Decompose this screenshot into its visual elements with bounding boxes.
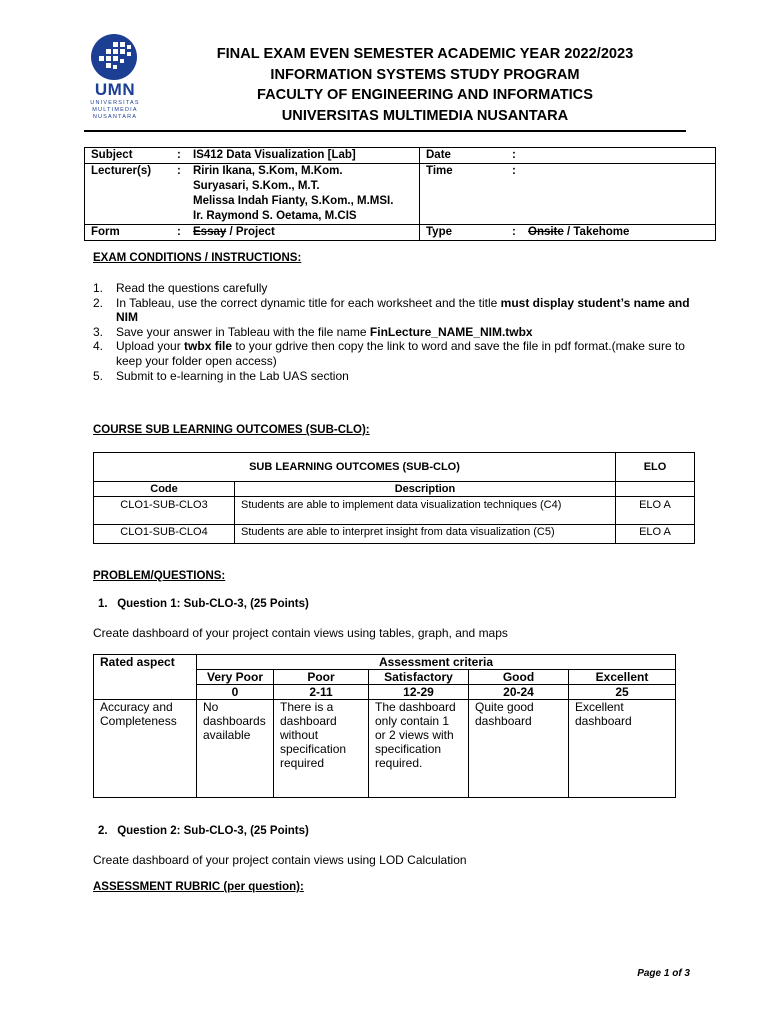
question-title: Question 2: Sub-CLO-3, (25 Points) (117, 825, 309, 837)
rated-aspect-value: Accuracy and Completeness (94, 700, 197, 798)
clo-elo: ELO A (616, 497, 695, 525)
colon: : (177, 226, 181, 238)
level-range: 12-29 (369, 685, 469, 700)
type-struck-option: Onsite (528, 226, 564, 238)
instruction-number: 2. (93, 295, 104, 310)
colon: : (512, 226, 516, 238)
criteria-description: There is a dashboard without specification required (274, 700, 369, 798)
clo-code: CLO1-SUB-CLO4 (94, 525, 235, 544)
criteria-description: Excellent dashboard (569, 700, 676, 798)
instruction-item (93, 281, 693, 296)
subject-cell (85, 148, 420, 164)
instruction-item (93, 369, 693, 384)
form-label: Form (91, 226, 120, 238)
question-1-title (98, 598, 309, 610)
question-number: 2. (98, 825, 108, 837)
clo-description: Students are able to implement data visualization techniques (C4) (235, 497, 616, 525)
lecturer-name: Melissa Indah Fianty, S.Kom., M.MSI. (193, 195, 394, 207)
level-range: 20-24 (469, 685, 569, 700)
subject-label: Subject (91, 149, 133, 161)
criteria-description: No dashboards available (197, 700, 274, 798)
type-cell (420, 225, 716, 241)
logo-sub-line: MULTIMEDIA (92, 107, 138, 113)
header-divider (84, 130, 686, 132)
lecturers-cell (85, 164, 420, 225)
criteria-header: Assessment criteria (197, 655, 676, 670)
date-label: Date (426, 149, 451, 161)
instruction-number: 4. (93, 339, 104, 354)
lecturer-name: Suryasari, S.Kom., M.T. (193, 180, 320, 192)
subject-value: IS412 Data Visualization [Lab] (193, 149, 356, 161)
level-name: Satisfactory (369, 670, 469, 685)
instruction-number: 5. (93, 368, 104, 383)
instructions-list (93, 281, 693, 383)
clo-table (93, 452, 695, 544)
question-2-text: Create dashboard of your project contain views using LOD Calculation (93, 853, 467, 867)
date-cell (420, 148, 716, 164)
form-cell (85, 225, 420, 241)
elo-header: ELO (616, 453, 695, 482)
instruction-item (93, 339, 693, 368)
logo-emblem-icon (91, 34, 137, 80)
colon: : (177, 149, 181, 161)
description-header: Description (235, 482, 616, 497)
rubric-heading: ASSESSMENT RUBRIC (per question): (93, 881, 304, 893)
instruction-text: In Tableau, use the correct dynamic title for each worksheet and the title must display student’s name and NIM (116, 295, 690, 325)
level-name: Very Poor (197, 670, 274, 685)
clo-elo: ELO A (616, 525, 695, 544)
logo-sub-line: NUSANTARA (92, 114, 138, 120)
page-number: Page 1 of 3 (637, 968, 690, 979)
level-name: Good (469, 670, 569, 685)
criteria-description: The dashboard only contain 1 or 2 views with specification required. (369, 700, 469, 798)
header-line: UNIVERSITAS MULTIMEDIA NUSANTARA (281, 107, 569, 124)
level-name: Excellent (569, 670, 676, 685)
question-number: 1. (98, 598, 108, 610)
rated-aspect-header: Rated aspect (94, 655, 197, 700)
clo-table-title: SUB LEARNING OUTCOMES (SUB-CLO) (94, 453, 616, 482)
time-cell (420, 164, 716, 225)
rubric-table (93, 654, 676, 798)
logo-sub-line: UNIVERSITAS (90, 100, 140, 106)
type-selected-option: / Takehome (563, 226, 630, 238)
instruction-number: 3. (93, 324, 104, 339)
question-2-title (98, 825, 309, 837)
table-row (94, 525, 695, 544)
exam-conditions-heading: EXAM CONDITIONS / INSTRUCTIONS: (93, 252, 302, 264)
question-title: Question 1: Sub-CLO-3, (25 Points) (117, 598, 309, 610)
problems-heading: PROBLEM/QUESTIONS: (93, 570, 226, 582)
elo-sub-header (616, 482, 695, 497)
form-selected-option: / Project (226, 226, 275, 238)
header-line: FINAL EXAM EVEN SEMESTER ACADEMIC YEAR 2022/2023 (216, 46, 634, 62)
instruction-item (93, 296, 693, 325)
level-name: Poor (274, 670, 369, 685)
table-row (94, 497, 695, 525)
colon: : (512, 149, 516, 161)
level-range: 0 (197, 685, 274, 700)
header-line: INFORMATION SYSTEMS STUDY PROGRAM (270, 66, 580, 83)
umn-logo (84, 34, 154, 124)
clo-code: CLO1-SUB-CLO3 (94, 497, 235, 525)
code-header: Code (94, 482, 235, 497)
instruction-item (93, 325, 693, 340)
colon: : (177, 165, 181, 177)
instruction-text: Submit to e-learning in the Lab UAS section (116, 368, 349, 383)
exam-info-table (84, 147, 716, 241)
question-1-text: Create dashboard of your project contain views using tables, graph, and maps (93, 626, 508, 640)
form-struck-option: Essay (193, 226, 227, 238)
lecturer-name: Ririn Ikana, S.Kom, M.Kom. (193, 165, 343, 177)
type-label: Type (426, 226, 452, 238)
logo-brand-text: UMN (94, 80, 136, 99)
instruction-text: Upload your twbx file to your gdrive then copy the link to word and save the file in pdf format.(make sure to keep your folder open access) (116, 339, 685, 368)
lecturers-label: Lecturer(s) (91, 165, 152, 177)
instruction-text: Save your answer in Tableau with the file name FinLecture_NAME_NIM.twbx (116, 324, 533, 339)
clo-heading: COURSE SUB LEARNING OUTCOMES (SUB-CLO): (93, 424, 370, 436)
level-range: 25 (569, 685, 676, 700)
lecturer-name: Ir. Raymond S. Oetama, M.CIS (193, 210, 357, 222)
level-range: 2-11 (274, 685, 369, 700)
instruction-number: 1. (93, 281, 104, 295)
time-label: Time (426, 165, 453, 177)
instruction-text: Read the questions carefully (116, 281, 268, 295)
document-header (170, 44, 680, 126)
colon: : (512, 165, 516, 177)
header-line: FACULTY OF ENGINEERING AND INFORMATICS (257, 87, 593, 103)
clo-description: Students are able to interpret insight from data visualization (C5) (235, 525, 616, 544)
criteria-description: Quite good dashboard (469, 700, 569, 798)
